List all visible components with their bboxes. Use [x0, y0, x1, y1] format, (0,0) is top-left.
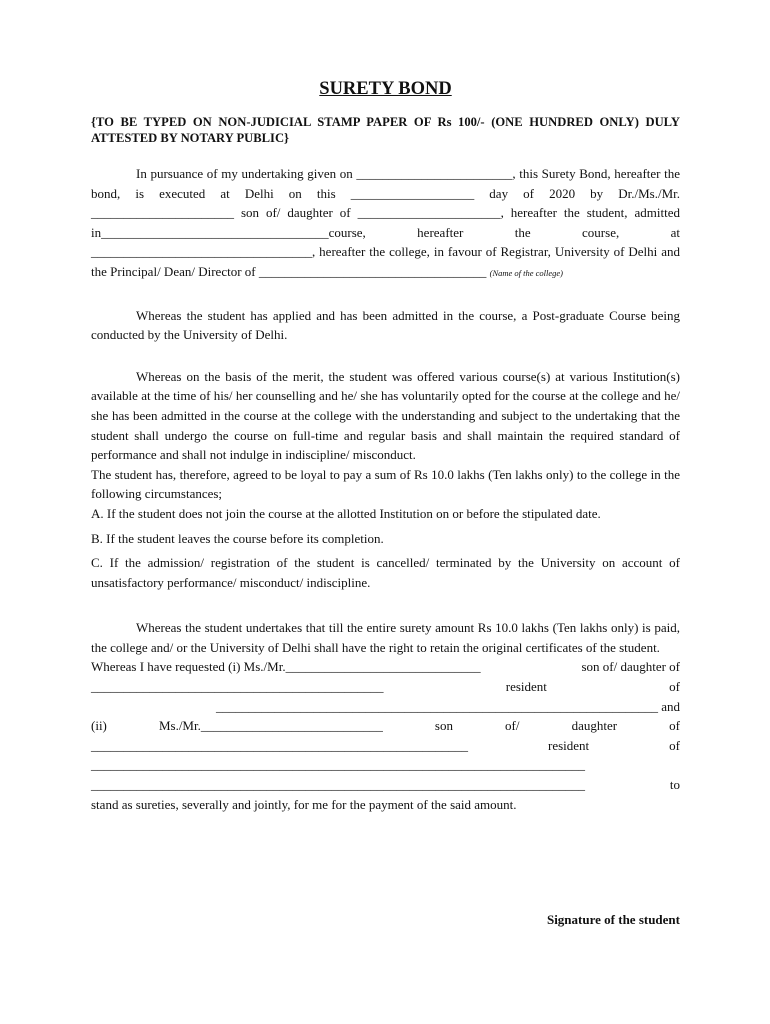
- document-title: SURETY BOND: [319, 79, 452, 99]
- pursuance-text: In pursuance of my undertaking given on ________________________, this Surety Bond, hereafter the bond, is executed at Delhi on this ___________________ day of 2020 by Dr./Ms./Mr. ______________________ son of/ daughter of ______________________, hereafter the student, admitted in___________________________________course, hereafter the course, at __________________________________, hereafter the college, in favour of Registrar, University of Delhi and the Principal/ Dean/ Director of ___________________________________: [91, 166, 680, 279]
- circumstance-b: B. If the student leaves the course before its completion.: [91, 530, 384, 546]
- paragraph-retain-certificates: Whereas the student undertakes that till the entire surety amount Rs 10.0 lakhs (Ten lakhs only) is paid, the college and/ or the University of Delhi shall have the right to retain the original certificates of the student.: [91, 620, 680, 655]
- surety-2-parent-blank: __________________________________________________________: [91, 737, 468, 753]
- surety-1-request: Whereas I have requested (i) Ms./Mr.______________________________: [91, 659, 481, 675]
- paragraph-merit: Whereas on the basis of the merit, the student was offered various course(s) at various Institution(s) available at the time of his/ her counselling and he/ she has voluntarily opted for the course at the college and he/ she has been admitted in the course at the college with the understanding and subject to the undertaking that the student shall undergo the course on full-time and regular basis and shall maintain the required standard of performance and shall not indulge in indiscipline/ misconduct.: [91, 368, 680, 463]
- surety-2-resident-label: resident: [548, 737, 590, 753]
- surety-2-name-blank: Ms./Mr.____________________________: [158, 718, 383, 734]
- college-name-hint: (Name of the college): [489, 267, 564, 278]
- surety-2-of-label: of/: [505, 718, 520, 734]
- surety-2-of-label-2: of: [669, 718, 680, 734]
- stamp-paper-note: {TO BE TYPED ON NON-JUDICIAL STAMP PAPER OF Rs 100/- (ONE HUNDRED ONLY) DULY ATTESTED BY NOTARY PUBLIC}: [91, 115, 680, 145]
- sureties-line-7: [91, 775, 680, 795]
- sureties-line-2: [91, 677, 680, 697]
- paragraph-admission: Whereas the student has applied and has been admitted in the course, a Post-graduate Course being conducted by the University of Delhi.: [91, 307, 680, 343]
- to-label: to: [669, 777, 680, 793]
- student-signature-label: Signature of the student: [546, 912, 680, 927]
- circumstance-c: C. If the admission/ registration of the student is cancelled/ terminated by the University on account of unsatisfactory performance/ misconduct/ indiscipline.: [91, 555, 680, 590]
- sureties-line-4: [91, 716, 680, 736]
- surety-2-of-label-3: of: [669, 737, 680, 753]
- surety-1-of-label: of: [669, 679, 680, 695]
- paragraph-pursuance: [91, 164, 680, 284]
- surety-1-resident-label: resident: [505, 679, 547, 695]
- sureties-line-3: [91, 697, 680, 717]
- paragraph-agreement: The student has, therefore, agreed to be loyal to pay a sum of Rs 10.0 lakhs (Ten lakhs only) to the college in the following circumstances;: [91, 466, 680, 502]
- circumstance-a: A. If the student does not join the course at the allotted Institution on or before the stipulated date.: [91, 505, 601, 521]
- sureties-line-5: [91, 736, 680, 756]
- surety-2-son-label: son: [434, 718, 453, 734]
- sureties-line-6: ____________________________________________________________________________: [91, 757, 585, 773]
- sureties-closing: stand as sureties, severally and jointly, for me for the payment of the said amount.: [91, 796, 517, 812]
- surety-2-daughter-label: daughter: [571, 718, 618, 734]
- document-page: [91, 78, 680, 814]
- surety-1-parent-blank: _____________________________________________: [91, 679, 384, 695]
- sureties-line-1: [91, 657, 680, 677]
- surety-2-address-blank: ____________________________________________________________________________: [91, 777, 585, 793]
- surety-1-relation: son of/ daughter of: [581, 659, 680, 675]
- surety-2-number: (ii): [91, 718, 107, 734]
- surety-1-address-blank: ____________________________________________________________________ and: [215, 698, 680, 714]
